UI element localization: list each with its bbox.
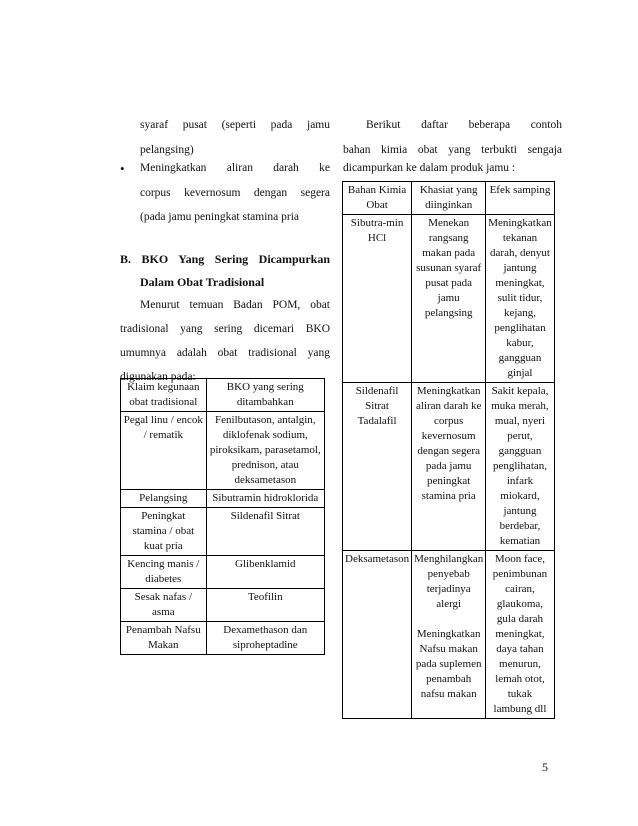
- text-line: Berikut daftar beberapa contoh: [366, 119, 562, 131]
- text-line: pelangsing): [140, 144, 194, 156]
- page-number: 5: [542, 760, 548, 774]
- table-row: [121, 508, 325, 556]
- table-cell: Peningkat stamina / obat kuat pria: [121, 508, 207, 556]
- table-cell: Sibutramin hidroklorida: [206, 490, 324, 508]
- table-header-row: [343, 182, 555, 215]
- table-cell: Glibenklamid: [206, 556, 324, 589]
- table-cell: Sildenafil Sitrat Tadalafil: [343, 383, 412, 551]
- table-cell: Fenilbutason, antalgin, diklofenak sodium, piroksikam, parasetamol, prednison, atau deksametason: [206, 412, 324, 490]
- table-header-row: [121, 379, 325, 412]
- bullet-line: Meningkatkan aliran darah ke: [140, 162, 330, 174]
- table-header-cell: Efek samping: [486, 182, 555, 215]
- table-cell: Sibutra-min HCl: [343, 215, 412, 383]
- table-cell: Meningkatkan tekanan darah, denyut jantung meningkat, sulit tidur, kejang, penglihatan kabur, gangguan ginjal: [486, 215, 555, 383]
- table-cell: Sakit kepala, muka merah, mual, nyeri perut, gangguan penglihatan, infark miokard, jantung berdebar, kematian: [486, 383, 555, 551]
- bko-table: [120, 378, 325, 655]
- table-cell: Moon face, penimbunan cairan, glaukoma, gula darah meningkat, daya tahan menurun, lemah otot, tukak lambung dll: [486, 551, 555, 719]
- table-row: [343, 383, 555, 551]
- table-cell: Meningkatkan aliran darah ke corpus kevernosum dengan segera pada jamu peningkat stamina pria: [412, 383, 486, 551]
- table-cell: Sildenafil Sitrat: [206, 508, 324, 556]
- example-table: [342, 181, 555, 719]
- table-cell: Kencing manis / diabetes: [121, 556, 207, 589]
- table-header-cell: Bahan Kimia Obat: [343, 182, 412, 215]
- table-cell: Dexamethason dan siproheptadine: [206, 622, 324, 655]
- bullet-line: (pada jamu peningkat stamina pria: [140, 211, 300, 223]
- table-row: [121, 589, 325, 622]
- table-cell: Pelangsing: [121, 490, 207, 508]
- table-header-cell: Klaim kegunaan obat tradisional: [121, 379, 207, 412]
- table-row: [121, 490, 325, 508]
- table-cell: Penambah Nafsu Makan: [121, 622, 207, 655]
- section-heading: Dalam Obat Tradisional: [140, 275, 265, 289]
- table-cell: Menekan rangsang makan pada susunan syaraf pusat pada jamu pelangsing: [412, 215, 486, 383]
- section-heading: B. BKO Yang Sering Dicampurkan: [120, 252, 330, 266]
- paragraph-line: digunakan pada:: [120, 371, 196, 383]
- text-line: dicampurkan ke dalam produk jamu :: [343, 162, 516, 174]
- table-cell: Sesak nafas / asma: [121, 589, 207, 622]
- text-line: syaraf pusat (seperti pada jamu: [140, 119, 330, 131]
- paragraph-line: Menurut temuan Badan POM, obat: [140, 299, 330, 311]
- bullet-icon: •: [120, 161, 125, 176]
- text-line: bahan kimia obat yang terbukti sengaja: [343, 144, 562, 156]
- bullet-line: corpus kevernosum dengan segera: [140, 187, 330, 199]
- paragraph-line: umumnya adalah obat tradisional yang: [120, 347, 330, 359]
- table-row: [121, 622, 325, 655]
- table-row: [121, 412, 325, 490]
- table-row: [343, 215, 555, 383]
- table-cell: Menghilangkan penyebab terjadinya alergi Meningkatkan Nafsu makan pada suplemen penambah nafsu makan: [412, 551, 486, 719]
- table-cell: Deksametason: [343, 551, 412, 719]
- table-row: [121, 556, 325, 589]
- table-cell: Teofilin: [206, 589, 324, 622]
- table-cell: Pegal linu / encok / rematik: [121, 412, 207, 490]
- table-header-cell: BKO yang sering ditambahkan: [206, 379, 324, 412]
- table-row: [343, 551, 555, 719]
- table-header-cell: Khasiat yang diinginkan: [412, 182, 486, 215]
- paragraph-line: tradisional yang sering dicemari BKO: [120, 323, 330, 335]
